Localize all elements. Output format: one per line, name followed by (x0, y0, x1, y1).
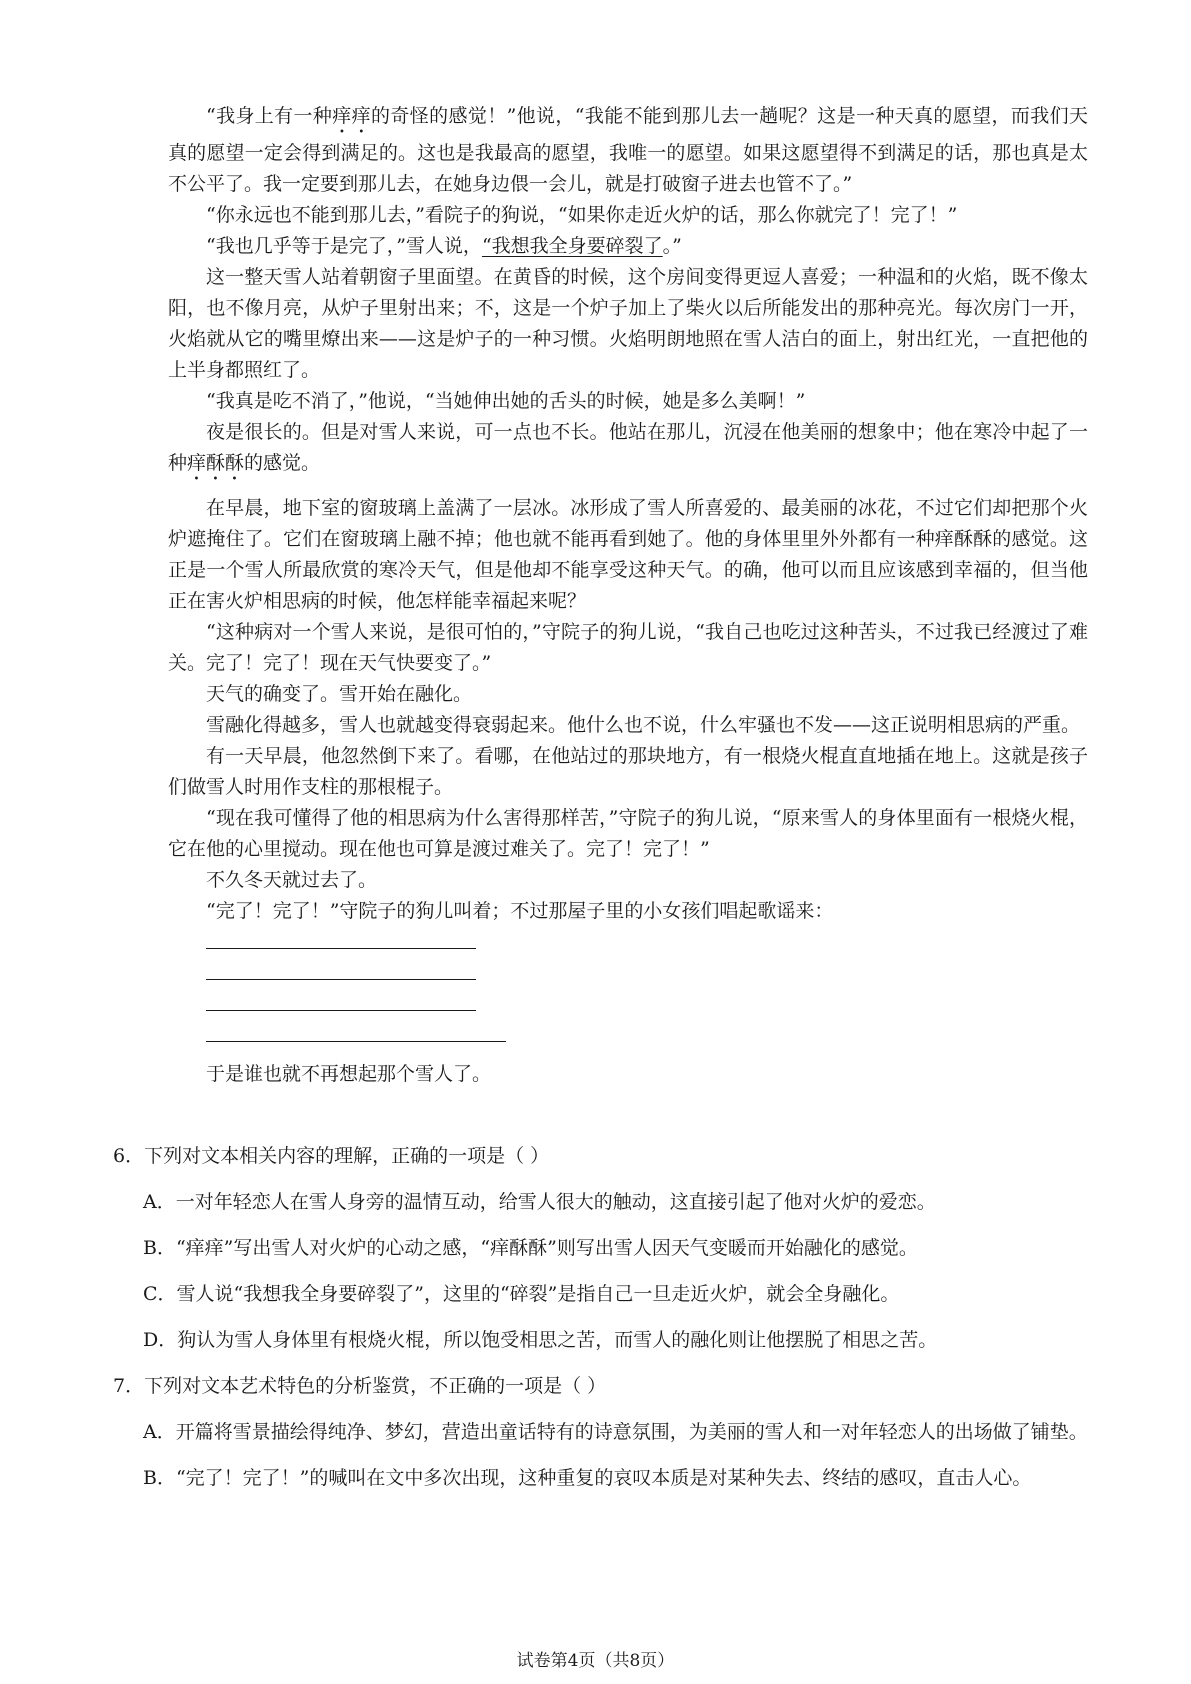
paragraph: 有一天早晨，他忽然倒下来了。看哪，在他站过的那块地方，有一根烧火棍直直地插在地上。这就是孩子们做雪人时用作支柱的那根棍子。 (168, 745, 1088, 798)
song-blank-line (168, 958, 1088, 989)
question-6-stem: 6．下列对文本相关内容的理解，正确的一项是（ ） (113, 1145, 550, 1167)
paragraph: “这种病对一个雪人来说，是很可怕的，”守院子的狗儿说，“我自己也吃过这种苦头，不过我已经渡过了难关。完了！完了！现在天气快要变了。” (168, 621, 1088, 674)
text-span: 。” (662, 235, 682, 257)
paragraph (168, 231, 1088, 262)
paragraph (168, 101, 1088, 200)
story-text (168, 101, 1088, 1090)
text-span: 夜是很长的。但是对雪人来说，可一点也不长。他站在那儿，沉浸在他美丽的想象中；他在寒冷中起了一种 (168, 421, 1088, 474)
paragraph: 天气的确变了。雪开始在融化。 (206, 683, 473, 705)
paragraph: 不久冬天就过去了。 (206, 869, 378, 891)
emphasized-word: 痒酥酥 (187, 452, 245, 474)
question-6-option-d: D．狗认为雪人身体里有根烧火棍，所以饱受相思之苦，而雪人的融化则让他摆脱了相思之苦。 (143, 1329, 938, 1351)
text-span: 的奇怪的感觉！”他说，“我能不能到那儿去一趟呢？这是一种天真的愿望，而我们天真的愿望一定会得到满足的。这也是我最高的愿望，我唯一的愿望。如果这愿望得不到满足的话，那也真是太不公平了。我一定要到那儿去，在她身边偎一会儿，就是打破窗子进去也管不了。” (168, 105, 1088, 195)
question-6-option-a: A．一对年轻恋人在雪人身旁的温情互动，给雪人很大的触动，这直接引起了他对火炉的爱恋。 (143, 1191, 936, 1213)
question-6-option-b: B．“痒痒”写出雪人对火炉的心动之感，“痒酥酥”则写出雪人因天气变暖而开始融化的感觉。 (143, 1237, 918, 1259)
question-7-stem: 7．下列对文本艺术特色的分析鉴赏，不正确的一项是（ ） (113, 1375, 607, 1397)
paragraph: 在早晨，地下室的窗玻璃上盖满了一层冰。冰形成了雪人所喜爱的、最美丽的冰花，不过它们却把那个火炉遮掩住了。它们在窗玻璃上融不掉；他也就不能再看到她了。他的身体里里外外都有一种痒酥酥的感觉。这正是一个雪人所最欣赏的寒冷天气，但是他却不能享受这种天气。的确，他可以而且应该感到幸福的，但当他正在害火炉相思病的时候，他怎样能幸福起来呢？ (168, 497, 1088, 612)
question-7-option-b: B．“完了！完了！”的喊叫在文中多次出现，这种重复的哀叹本质是对某种失去、终结的感叹，直击人心。 (143, 1467, 1032, 1489)
question-7-option-a: A．开篇将雪景描绘得纯净、梦幻，营造出童话特有的诗意氛围，为美丽的雪人和一对年轻恋人的出场做了铺垫。 (143, 1421, 1088, 1443)
paragraph: “你永远也不能到那儿去，”看院子的狗说，“如果你走近火炉的话，那么你就完了！完了！” (206, 204, 958, 226)
paragraph: “我真是吃不消了，”他说，“当她伸出她的舌头的时候，她是多么美啊！” (206, 390, 806, 412)
song-blank-line (168, 927, 1088, 958)
text-span: “我身上有一种 (206, 105, 333, 127)
song-blank-line (168, 989, 1088, 1020)
text-span: “我也几乎等于是完了，”雪人说， (206, 235, 482, 257)
paragraph: 雪融化得越多，雪人也就越变得衰弱起来。他什么也不说，什么牢骚也不发——这正说明相思病的严重。 (206, 714, 1081, 736)
paragraph: 于是谁也就不再想起那个雪人了。 (206, 1063, 492, 1085)
paragraph (168, 417, 1088, 485)
question-6-option-c: C．雪人说“我想我全身要碎裂了”，这里的“碎裂”是指自己一旦走近火炉，就会全身融化。 (143, 1283, 900, 1305)
emphasized-word: 痒痒 (332, 105, 372, 127)
paragraph: “完了！完了！”守院子的狗儿叫着；不过那屋子里的小女孩们唱起歌谣来： (206, 900, 834, 922)
underlined-quote: “我想我全身要碎裂了 (481, 235, 663, 257)
song-blank-line (168, 1020, 1088, 1051)
text-span: 的感觉。 (244, 452, 321, 474)
questions (113, 1133, 1088, 1501)
paragraph: “现在我可懂得了他的相思病为什么害得那样苦，”守院子的狗儿说，“原来雪人的身体里面有一根烧火棍，它在他的心里搅动。现在他也可算是渡过难关了。完了！完了！” (168, 807, 1088, 860)
page-footer: 试卷第4页（共8页） (516, 1651, 675, 1671)
paragraph: 这一整天雪人站着朝窗子里面望。在黄昏的时候，这个房间变得更逗人喜爱；一种温和的火焰，既不像太阳，也不像月亮，从炉子里射出来；不，这是一个炉子加上了柴火以后所能发出的那种亮光。每次房门一开，火焰就从它的嘴里燎出来——这是炉子的一种习惯。火焰明朗地照在雪人洁白的面上，射出红光，一直把他的上半身都照红了。 (168, 266, 1088, 381)
